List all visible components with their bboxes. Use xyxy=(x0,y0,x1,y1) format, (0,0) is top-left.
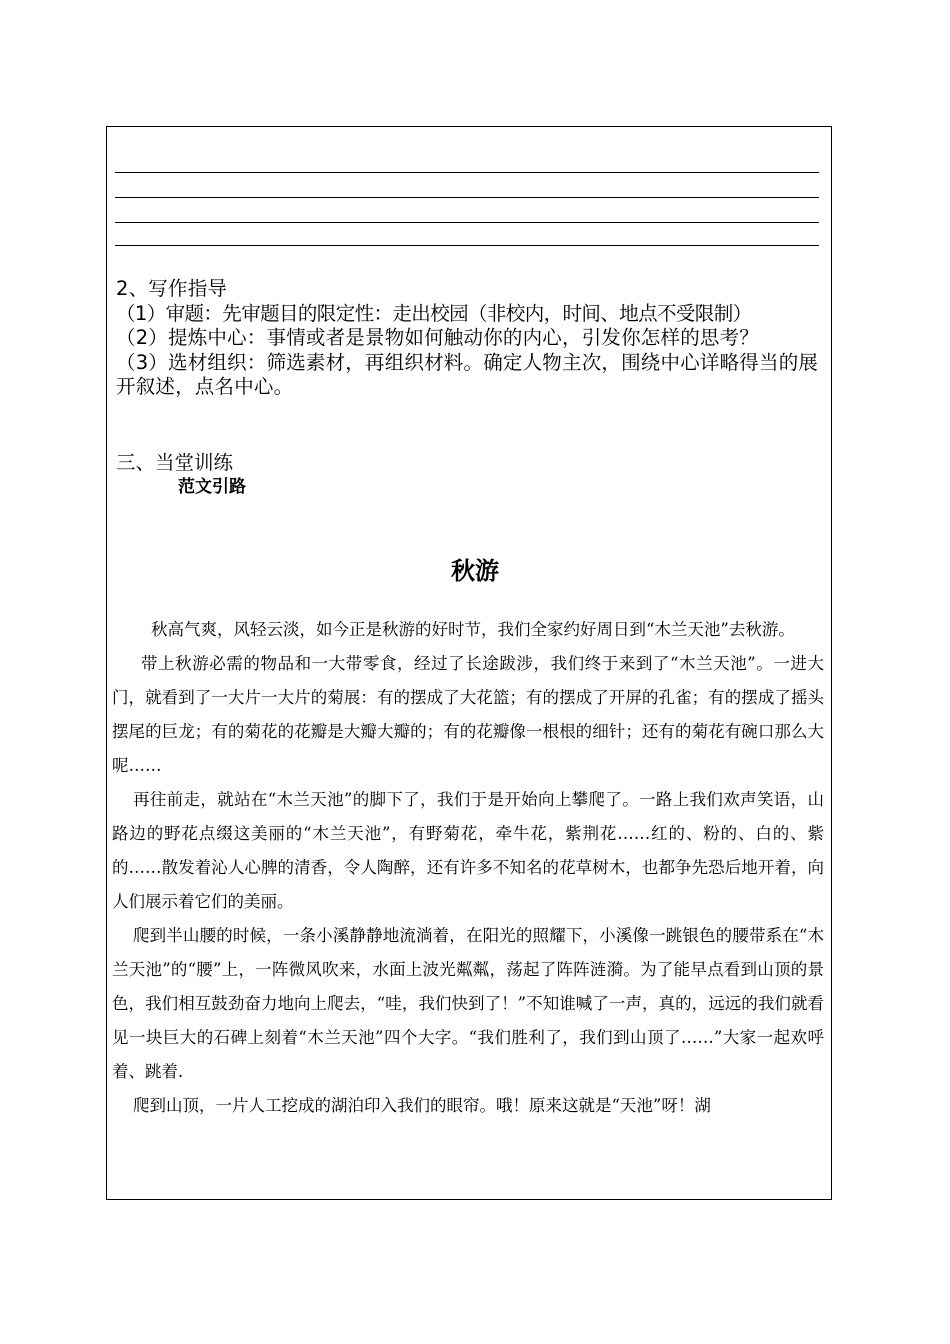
essay-body xyxy=(112,613,824,1123)
answer-line xyxy=(115,245,819,246)
writing-guide-heading: 2、写作指导 xyxy=(116,277,228,300)
essay-paragraph: 带上秋游必需的物品和一大带零食，经过了长途跋涉，我们终于来到了“木兰天池”。一进大门，就看到了一大片一大片的菊展：有的摆成了大花篮；有的摆成了开屏的孔雀；有的摆成了摇头摆尾的巨龙；有的菊花的花瓣是大瓣大瓣的；有的花瓣像一根根的细针；还有的菊花有碗口那么大呢…… xyxy=(112,654,824,775)
guide-step-material: （3）选材组织：筛选素材，再组织材料。确定人物主次，围绕中心详略得当的展开叙述，点名中心。 xyxy=(116,350,819,398)
guide-step-review: （1）审题：先审题目的限定性：走出校园（非校内，时间、地点不受限制） xyxy=(116,301,752,325)
essay-paragraph: 爬到山顶，一片人工挖成的湖泊印入我们的眼帘。哦！原来这就是“天池”呀！湖 xyxy=(133,1096,711,1115)
guide-step-theme: （2）提炼中心：事情或者是景物如何触动你的内心，引发你怎样的思考？ xyxy=(116,326,760,349)
answer-line xyxy=(115,222,819,223)
essay-paragraph: 爬到半山腰的时候，一条小溪静静地流淌着，在阳光的照耀下，小溪像一跳银色的腰带系在“木兰天池”的“腰”上，一阵微风吹来，水面上波光粼粼，荡起了阵阵涟漪。为了能早点看到山顶的景色，我们相互鼓劲奋力地向上爬去，“哇，我们快到了！”不知谁喊了一声，真的，远远的我们就看见一块巨大的石碑上刻着“木兰天池”四个大字。“我们胜利了，我们到山顶了……”大家一起欢呼着、跳着. xyxy=(112,926,824,1081)
essay-title: 秋游 xyxy=(451,556,499,585)
model-essay-label: 范文引路 xyxy=(178,477,246,497)
essay-paragraph: 秋高气爽，风轻云淡，如今正是秋游的好时节，我们全家约好周日到“木兰天池”去秋游。 xyxy=(151,620,795,639)
training-heading: 三、当堂训练 xyxy=(116,451,234,474)
writing-guide xyxy=(116,277,828,400)
essay-paragraph: 再往前走，就站在“木兰天池”的脚下了，我们于是开始向上攀爬了。一路上我们欢声笑语，山路边的野花点缀这美丽的“木兰天池”，有野菊花，牵牛花，紫荆花……红的、粉的、白的、紫的……散发着沁人心脾的清香，令人陶醉，还有许多不知名的花草树木，也都争先恐后地开着，向人们展示着它们的美丽。 xyxy=(112,790,824,911)
answer-line xyxy=(115,172,819,173)
answer-line xyxy=(115,197,819,198)
